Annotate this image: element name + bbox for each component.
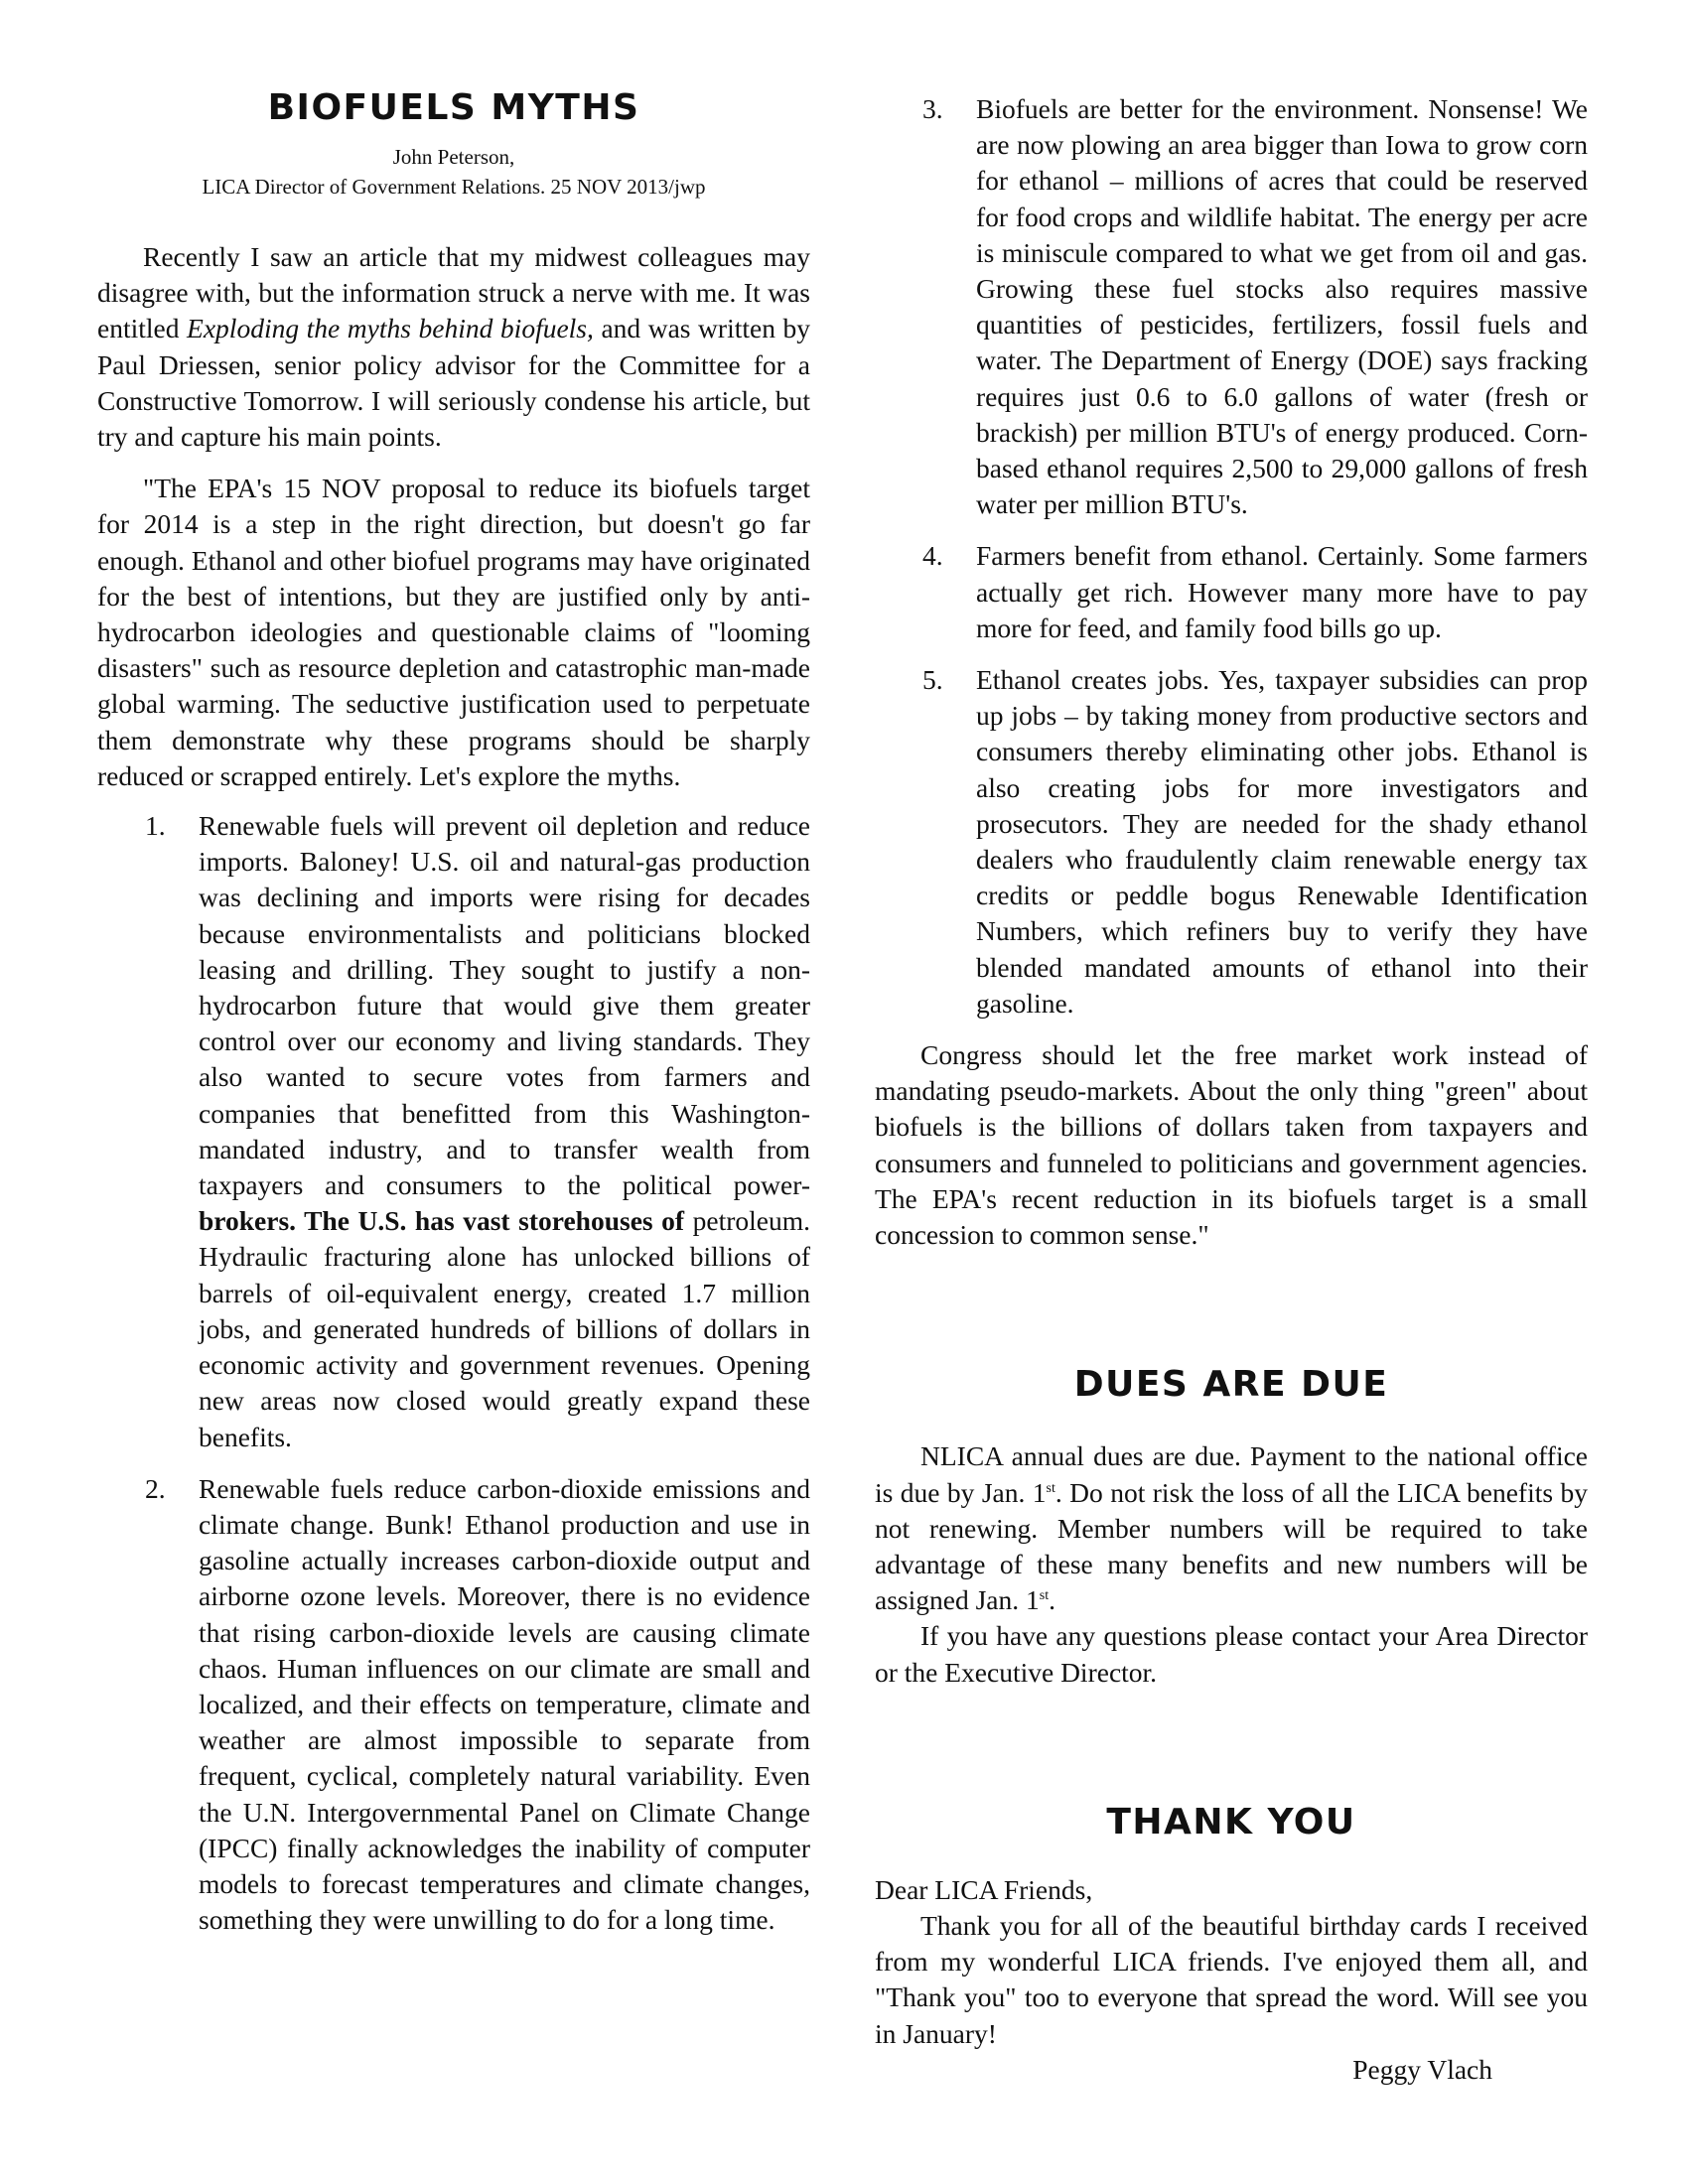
list-item (875, 538, 1588, 646)
intro-paragraph (97, 239, 810, 455)
dues-text-2: . Do not risk the loss of all the LICA benefits by not renewing. Member numbers will be required to take advantage of these many benefits and new numbers will be assigned Jan. 1 (875, 1476, 1588, 1616)
list-item-text: petroleum. Hydraulic fracturing alone has unlocked billions of barrels of oil-equivalent energy, created 1.7 million jobs, and generated hundreds of billions of dollars in economic activity and government revenues. Opening new areas now closed would greatly expand these benefits. (199, 1205, 810, 1452)
dues-title: DUES ARE DUE (1073, 1364, 1389, 1406)
list-item-text: Ethanol creates jobs. Yes, taxpayer subsidies can prop up jobs – by taking money from productive sectors and consumers thereby eliminating other jobs. Ethanol is also creating jobs for more investigators and prosecutors. They are needed for the shady ethanol dealers who fraudulently claim renewable energy tax credits or peddle bogus Renewable Identification Numbers, which refiners buy to verify they have blended mandated amounts of ethanol into their gasoline. (976, 664, 1588, 1019)
dues-text-3: . (1049, 1584, 1055, 1616)
list-item (97, 808, 810, 1455)
myths-list (97, 808, 810, 1938)
byline-role: LICA Director of Government Relations. 25 NOV 2013/jwp (202, 175, 706, 199)
ordinal-suffix: st (1046, 1480, 1055, 1496)
left-column (97, 0, 810, 1954)
list-item-text: Farmers benefit from ethanol. Certainly. Some farmers actually get rich. However many more have to pay more for feed, and family food bills go up. (976, 540, 1588, 643)
list-item-number: 3. (922, 93, 943, 124)
list-item (875, 91, 1588, 522)
list-item-text: Renewable fuels reduce carbon-dioxide emissions and climate change. Bunk! Ethanol production and use in gasoline actually increases carbon-dioxide output and airborne ozone levels. Moreover, there is no evidence that rising carbon-dioxide levels are causing climate chaos. Human influences on our climate are small and localized, and their effects on temperature, climate and weather are almost impossible to separate from frequent, cyclical, completely natural variability. Even the U.N. Intergovernmental Panel on Climate Change (IPCC) finally acknowledges the inability of computer models to forecast temperatures and climate changes, something they were unwilling to do for a long time. (199, 1472, 810, 1936)
list-item-number: 4. (922, 540, 943, 572)
thanks-signature: Peggy Vlach (1352, 2053, 1492, 2085)
thanks-title: THANK YOU (1106, 1801, 1356, 1843)
intro-text-2: and was written by Paul Driessen, senior policy advisor for the Committee for a Constructive Tomorrow. I will seriously condense his article, but try and capture his main points. (97, 313, 811, 453)
list-item-number: 5. (922, 664, 943, 696)
list-item-text: Renewable fuels will prevent oil depletion and reduce imports. Baloney! U.S. oil and natural-gas production was declining and imports were rising for decades because environmentalists and politicians blocked leasing and drilling. They sought to justify a non-hydrocarbon future that would give them greater control over our economy and living standards. They also wanted to secure votes from farmers and companies that benefitted from this Washington-mandated industry, and to transfer wealth from taxpayers and consumers to the political power- (199, 810, 810, 1201)
list-item-number: 1. (145, 810, 166, 842)
list-item-text: Biofuels are better for the environment. Nonsense! We are now plowing an area bigger than Iowa to grow corn for ethanol – millions of acres that could be reserved for food crops and wildlife habitat. The energy per acre is miniscule compared to what we get from oil and gas. Growing these fuel stocks also requires massive quantities of pesticides, fertilizers, fossil fuels and water. The Department of Energy (DOE) says fracking requires just 0.6 to 6.0 gallons of water (fresh or brackish) per million BTU's of energy produced. Corn-based ethanol requires 2,500 to 29,000 gallons of fresh water per million BTU's. (976, 93, 1588, 520)
byline-author: John Peterson, (392, 145, 515, 169)
dues-text-1: NLICA annual dues are due. Payment to the national office is due by Jan. 1 (875, 1440, 1588, 1508)
article-reference-title: Exploding the myths behind biofuels, (187, 313, 594, 344)
conclusion-paragraph: Congress should let the free market work instead of mandating pseudo-markets. About the only thing "green" about biofuels is the billions of dollars taken from taxpayers and consumers and funneled to politicians and government agencies. The EPA's recent reduction in its biofuels target is a small concession to common sense." (875, 1039, 1588, 1251)
list-item-bold-text: brokers. The U.S. has vast storehouses of (199, 1205, 685, 1237)
quote-intro-paragraph: "The EPA's 15 NOV proposal to reduce its biofuels target for 2014 is a step in the right direction, but doesn't go far enough. Ethanol and other biofuel programs may have originated for the best of intentions, but they are justified only by anti-hydrocarbon ideologies and questionable claims of "looming disasters" such as resource depletion and catastrophic man-made global warming. The seductive justification used to perpetuate them demonstrate why these programs should be sharply reduced or scrapped entirely. Let's explore the myths. (97, 473, 810, 791)
dues-contact-paragraph: If you have any questions please contact your Area Director or the Executive Director. (875, 1620, 1588, 1688)
ordinal-suffix: st (1039, 1587, 1050, 1603)
myths-list-continued (875, 91, 1588, 1022)
thanks-salutation: Dear LICA Friends, (875, 1873, 1093, 1905)
right-column (875, 0, 1588, 2088)
list-item-number: 2. (145, 1472, 166, 1504)
article-title: BIOFUELS MYTHS (267, 87, 640, 128)
list-item (97, 1471, 810, 1939)
list-item (875, 662, 1588, 1022)
thanks-paragraph: Thank you for all of the beautiful birthday cards I received from my wonderful LICA friends. I've enjoyed them all, and "Thank you" too to everyone that spread the word. Will see you in January! (875, 1909, 1588, 2049)
dues-paragraph (875, 1438, 1588, 1618)
intro-text-1: Recently I saw an article that my midwest colleagues may disagree with, but the information struck a nerve with me. It was entitled (97, 241, 810, 344)
